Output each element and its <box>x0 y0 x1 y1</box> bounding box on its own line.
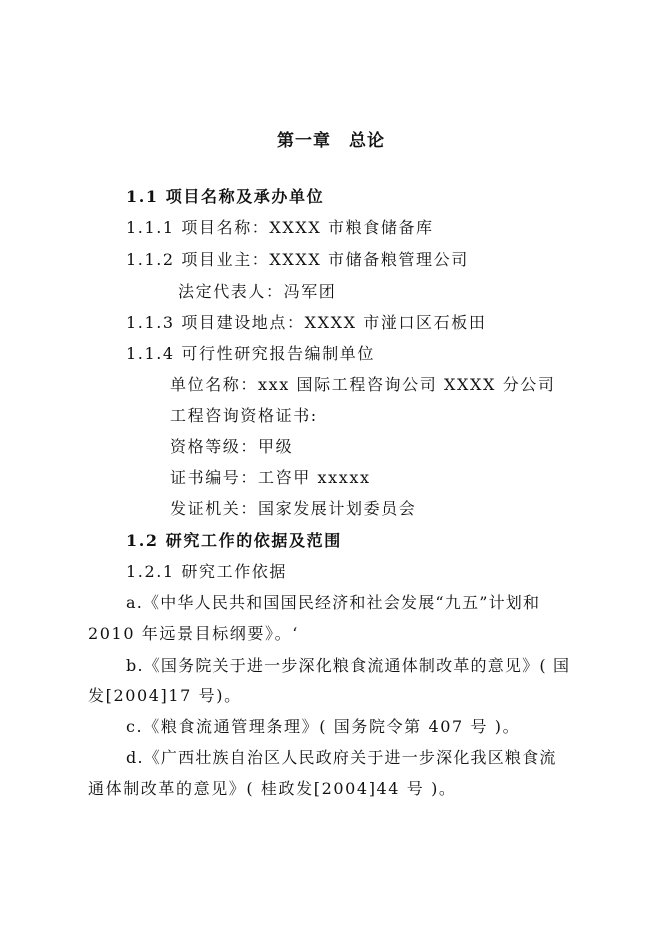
basis-b-line-2: 发[2004]17 号)。 <box>88 686 242 705</box>
legal-representative: 法定代表人：冯军团 <box>178 282 337 301</box>
chapter-name: 总论 <box>349 131 385 151</box>
section-1-1-heading: 1.1 项目名称及承办单位 <box>126 187 325 206</box>
basis-a-line-1: a.《中华人民共和国国民经济和社会发展“九五”计划和 <box>126 593 541 612</box>
basis-c-line-1: c.《粮食流通管理条理》( 国务院令第 407 号 )。 <box>126 717 521 736</box>
issuing-authority: 发证机关：国家发展计划委员会 <box>170 499 417 518</box>
qualification-grade: 资格等级：甲级 <box>170 437 294 456</box>
basis-d-line-2: 通体制改革的意见》( 桂政发[2004]44 号 )。 <box>88 779 457 798</box>
unit-name: 单位名称：xxx 国际工程咨询公司 XXXX 分公司 <box>170 375 556 394</box>
certificate-number: 证书编号：工咨甲 xxxxx <box>170 468 371 487</box>
chapter-title <box>0 126 662 151</box>
item-1-1-3: 1.1.3 项目建设地点：XXXX 市湴口区石板田 <box>126 313 487 332</box>
item-1-2-1: 1.2.1 研究工作依据 <box>126 562 287 581</box>
basis-d-line-1: d.《广西壮族自治区人民政府关于进一步深化我区粮食流 <box>126 748 557 767</box>
item-1-1-1: 1.1.1 项目名称：XXXX 市粮食储备库 <box>126 218 434 237</box>
qualification-certificate: 工程咨询资格证书: <box>170 406 318 425</box>
item-1-1-4: 1.1.4 可行性研究报告编制单位 <box>126 344 375 363</box>
item-1-1-2: 1.1.2 项目业主：XXXX 市储备粮管理公司 <box>126 250 469 269</box>
chapter-number: 第一章 <box>277 131 331 151</box>
section-1-2-heading: 1.2 研究工作的依据及范围 <box>126 531 342 550</box>
basis-a-line-2: 2010 年远景目标纲要》。‘ <box>88 624 299 643</box>
basis-b-line-1: b.《国务院关于进一步深化粮食流通体制改革的意见》( 国 <box>126 656 571 675</box>
